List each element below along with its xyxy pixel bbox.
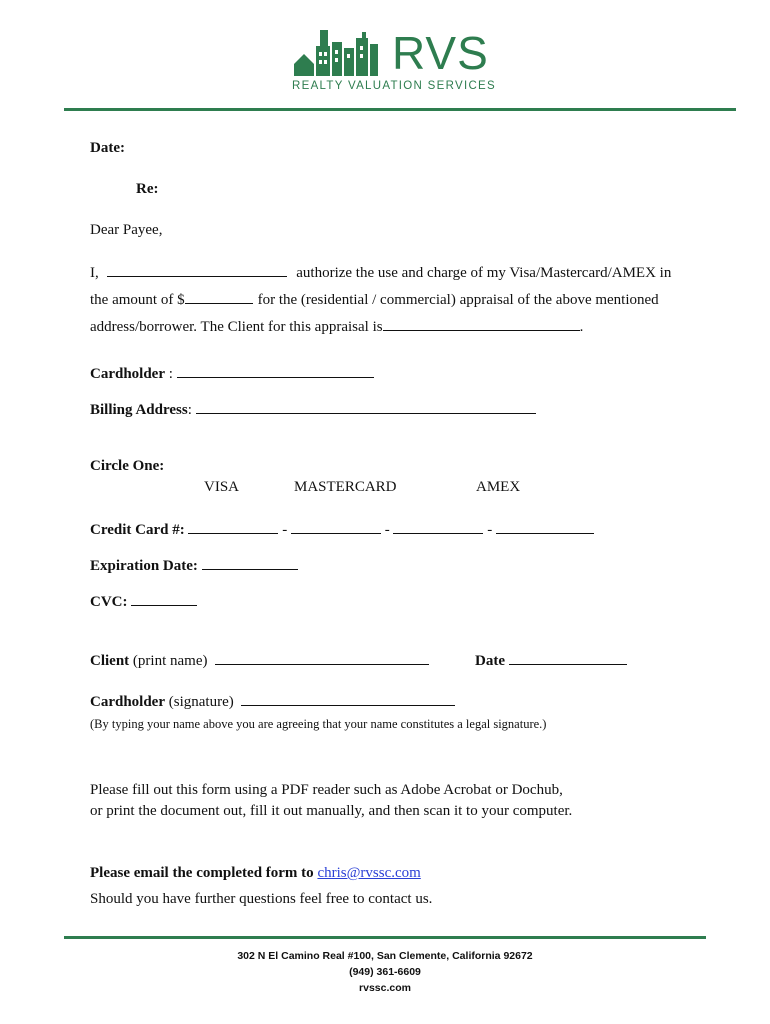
date2-label: Date	[475, 653, 505, 669]
payer-name-field[interactable]	[107, 262, 287, 277]
expiration-label: Expiration Date:	[90, 558, 198, 574]
signature-field[interactable]	[241, 691, 455, 706]
dash-2: -	[384, 522, 390, 538]
client-print-hint: (print name)	[129, 653, 208, 669]
circle-one-label: Circle One:	[90, 458, 165, 474]
re-label: Re:	[136, 181, 159, 197]
logo-subtitle: REALTY VALUATION SERVICES	[292, 80, 496, 92]
authorization-line	[90, 262, 671, 282]
client-prefix: address/borrower. The Client for this appraisal is	[90, 319, 383, 335]
auth-prefix: I,	[90, 265, 99, 281]
footer-divider	[64, 936, 706, 939]
footer-address: 302 N El Camino Real #100, San Clemente, California 92672	[237, 950, 533, 962]
contact-note: Should you have further questions feel free to contact us.	[90, 891, 433, 907]
amount-prefix: the amount of $	[90, 292, 185, 308]
card-option-amex[interactable]: AMEX	[476, 479, 521, 495]
card-number-part-2[interactable]	[291, 519, 381, 534]
amount-suffix: for the (residential / commercial) appraisal of the above mentioned	[257, 292, 659, 308]
cardholder-colon: :	[165, 366, 173, 382]
amount-field[interactable]	[185, 289, 253, 304]
cvc-field[interactable]	[131, 591, 197, 606]
client-print-line	[90, 650, 429, 670]
credit-card-line	[90, 519, 594, 539]
client-label: Client	[90, 653, 130, 669]
billing-address-field[interactable]	[196, 399, 536, 414]
expiration-field[interactable]	[202, 555, 298, 570]
signature-hint: (signature)	[165, 694, 234, 710]
footer-phone: (949) 361-6609	[349, 966, 421, 978]
expiration-line	[90, 555, 298, 575]
client-line	[90, 316, 583, 336]
logo-wordmark: RVS	[392, 27, 489, 79]
card-option-mastercard[interactable]: MASTERCARD	[294, 479, 397, 495]
credit-card-label: Credit Card #:	[90, 522, 185, 538]
amount-line	[90, 289, 659, 309]
instructions-line-1: Please fill out this form using a PDF reader such as Adobe Acrobat or Dochub,	[90, 782, 563, 798]
card-option-visa[interactable]: VISA	[204, 479, 240, 495]
card-number-part-1[interactable]	[188, 519, 278, 534]
header-divider	[64, 108, 736, 111]
date2-field[interactable]	[509, 650, 627, 665]
greeting: Dear Payee,	[90, 222, 163, 238]
footer-website[interactable]: rvssc.com	[359, 982, 411, 994]
card-number-part-3[interactable]	[393, 519, 483, 534]
client-field[interactable]	[383, 316, 580, 331]
email-prefix: Please email the completed form to	[90, 865, 318, 881]
client-suffix: .	[579, 319, 584, 335]
signature-line	[90, 691, 455, 711]
date2-line	[475, 650, 627, 670]
date-label: Date:	[90, 140, 125, 156]
card-number-part-4[interactable]	[496, 519, 594, 534]
dash-3: -	[487, 522, 493, 538]
billing-colon: :	[187, 402, 192, 418]
billing-label: Billing Address	[90, 402, 188, 418]
cardholder-signature-label: Cardholder	[90, 694, 165, 710]
auth-suffix: authorize the use and charge of my Visa/Mastercard/AMEX in	[296, 265, 672, 281]
legal-note: (By typing your name above you are agreeing that your name constitutes a legal signature.)	[90, 717, 547, 731]
cardholder-line	[90, 363, 374, 383]
billing-line	[90, 399, 536, 419]
email-link[interactable]: chris@rvssc.com	[317, 865, 421, 881]
client-print-name-field[interactable]	[215, 650, 429, 665]
cvc-label: CVC:	[90, 594, 128, 610]
cardholder-label: Cardholder	[90, 366, 165, 382]
cvc-line	[90, 591, 197, 611]
cardholder-field[interactable]	[177, 363, 374, 378]
email-line	[90, 865, 421, 882]
instructions-line-2: or print the document out, fill it out manually, and then scan it to your computer.	[90, 803, 573, 819]
dash-1: -	[282, 522, 288, 538]
